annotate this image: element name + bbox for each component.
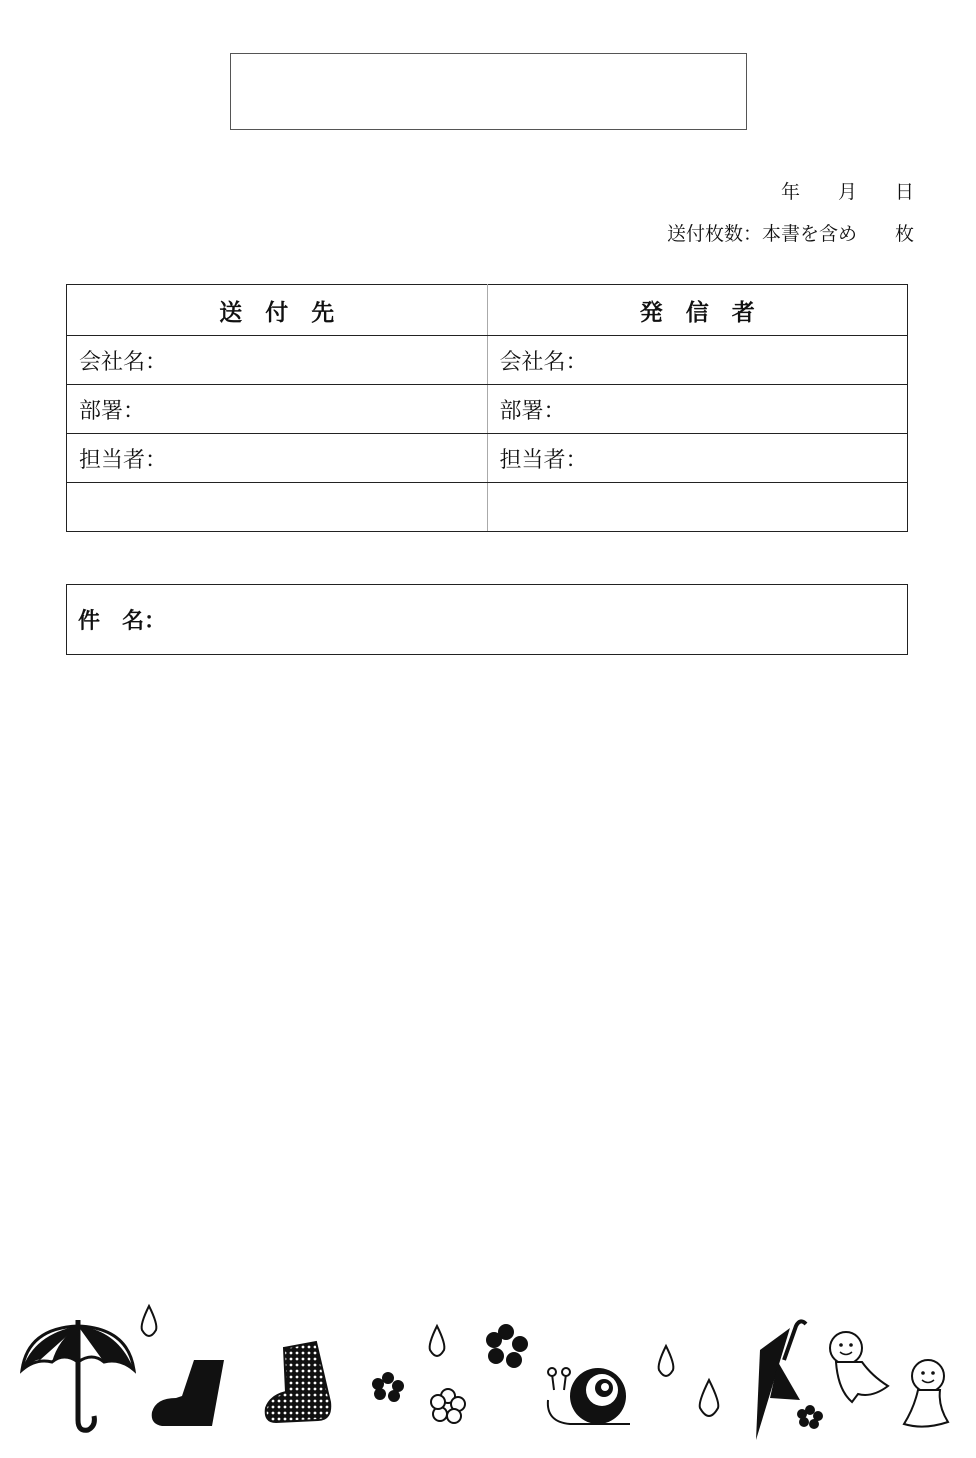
- rainy-season-decoration: [0, 1290, 976, 1458]
- raindrop-icon: [142, 1306, 719, 1416]
- table-row: [67, 483, 908, 532]
- page-count-line: 送付枚数：本書を含め 枚: [666, 223, 914, 245]
- date-line: 年 月 日: [780, 181, 914, 203]
- parties-table: [66, 284, 908, 532]
- sender-department-field[interactable]: 部署：: [487, 385, 908, 434]
- sender-company-field[interactable]: 会社名：: [487, 336, 908, 385]
- subject-field[interactable]: [66, 584, 908, 655]
- teru-teru-bozu-icon: [830, 1332, 948, 1427]
- recipient-company-field[interactable]: 会社名：: [67, 336, 488, 385]
- recipient-contact-field[interactable]: 担当者：: [67, 434, 488, 483]
- closed-umbrella-icon: [756, 1321, 806, 1440]
- snail-icon: [548, 1368, 630, 1424]
- subject-label: 件 名：: [78, 609, 167, 634]
- flower-outline-icon: [431, 1389, 465, 1423]
- table-row: [67, 385, 908, 434]
- title-box[interactable]: [230, 53, 747, 130]
- umbrella-icon: [22, 1320, 134, 1430]
- recipient-header: 送 付 先: [67, 285, 488, 336]
- rain-boot-icon: [152, 1360, 224, 1426]
- sender-header: 発 信 者: [487, 285, 908, 336]
- recipient-department-field[interactable]: 部署：: [67, 385, 488, 434]
- polka-dot-boot-icon: [266, 1342, 331, 1422]
- recipient-extra-field[interactable]: [67, 483, 488, 532]
- sender-extra-field[interactable]: [487, 483, 908, 532]
- table-row: [67, 336, 908, 385]
- sender-contact-field[interactable]: 担当者：: [487, 434, 908, 483]
- table-row: [67, 434, 908, 483]
